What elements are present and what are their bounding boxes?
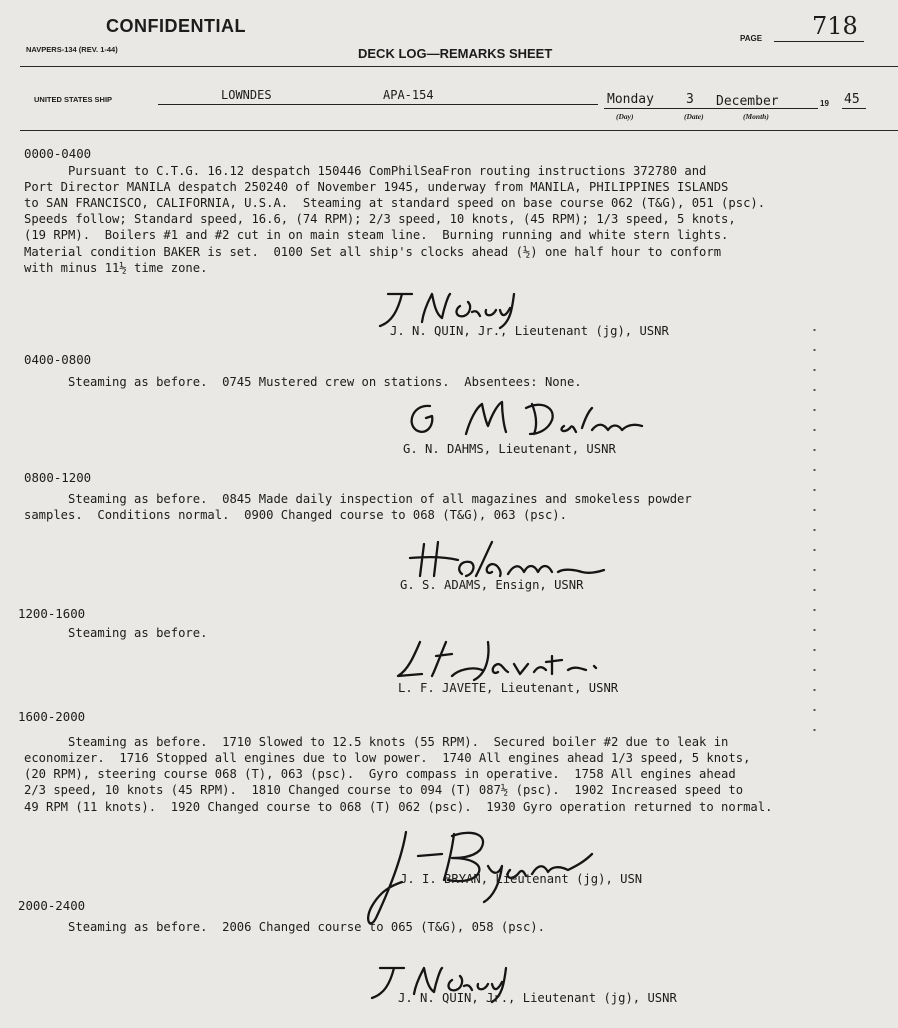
page-number: 718 [812,12,858,40]
watch-period: 1600-2000 [18,709,86,724]
ship-name: LOWNDES [221,88,272,102]
log-line: 2/3 speed, 10 knots (45 RPM). 1810 Changed course to 094 (T) 087½ (psc). 1902 Increased speed to [24,783,744,797]
date-line [604,108,818,109]
year-line [842,108,866,109]
classification-label: CONFIDENTIAL [106,16,246,36]
header-rule-bottom [20,130,898,131]
log-line: Steaming as before. 2006 Changed course to 065 (T&G), 058 (psc). [24,920,545,934]
log-line: to SAN FRANCISCO, CALIFORNIA, U.S.A. Steaming at standard speed on base course 062 (T&G), 051 (psc). [24,196,766,210]
year-suffix: 45 [844,92,860,107]
handwritten-signature [404,536,614,584]
log-line: Steaming as before. 1710 Slowed to 12.5 knots (55 RPM). Secured boiler #2 due to leak in [24,735,729,749]
signature-name: J. N. QUIN, Jr., Lieutenant (jg), USNR [390,324,669,338]
handwritten-signature [392,396,662,442]
ship-line [158,104,598,105]
year-prefix: 19 [820,99,829,108]
log-line: with minus 11½ time zone. [24,261,208,275]
margin-dots [813,320,816,740]
watch-period: 1200-1600 [18,606,86,621]
watch-period: 0000-0400 [24,146,92,161]
log-month: December [716,94,779,109]
log-line: Steaming as before. 0845 Made daily inspection of all magazines and smokeless powder [24,492,692,506]
log-line: 49 RPM (11 knots). 1920 Changed course to 068 (T) 062 (psc). 1930 Gyro operation returned to normal. [24,800,773,814]
watch-period: 2000-2400 [18,898,86,913]
log-line: (20 RPM), steering course 068 (T), 063 (psc). Gyro compass in operative. 1758 All engines ahead [24,767,736,781]
log-day: Monday [607,92,654,107]
log-line: Port Director MANILA despatch 250240 of November 1945, underway from MANILA, PHILIPPINES ISLANDS [24,180,729,194]
log-line: Speeds follow; Standard speed, 16.6, (74 RPM); 2/3 speed, 10 knots, (45 RPM); 1/3 speed, 5 knots, [24,212,736,226]
signature-name: L. F. JAVETE, Lieutenant, USNR [398,681,619,695]
day-caption: (Day) [616,112,634,121]
page-number-line [774,41,864,42]
watch-period: 0400-0800 [24,352,92,367]
signature-name: J. I. BRYAN, Lieutenant (jg), USN [400,872,643,886]
page-label: PAGE [740,34,763,43]
log-line: samples. Conditions normal. 0900 Changed course to 068 (T&G), 063 (psc). [24,508,567,522]
handwritten-signature [392,636,612,684]
log-line: Steaming as before. 0745 Mustered crew on stations. Absentees: None. [24,375,582,389]
month-caption: (Month) [743,112,769,121]
form-number: NAVPERS-134 (REV. 1-44) [26,45,118,54]
log-line: Material condition BAKER is set. 0100 Set all ship's clocks ahead (½) one half hour to conform [24,245,722,259]
log-date: 3 [686,92,694,107]
log-line: (19 RPM). Boilers #1 and #2 cut in on main steam line. Burning running and white stern lights. [24,228,729,242]
date-caption: (Date) [684,112,704,121]
log-line: Steaming as before. [24,626,208,640]
log-line: Pursuant to C.T.G. 16.12 despatch 150446 ComPhilSeaFron routing instructions 372780 and [24,164,707,178]
signature-name: G. N. DAHMS, Lieutenant, USNR [403,442,616,456]
log-line: economizer. 1716 Stopped all engines due to low power. 1740 All engines ahead 1/3 speed, 5 knots, [24,751,751,765]
ship-label: UNITED STATES SHIP [34,95,113,104]
page-title: DECK LOG—REMARKS SHEET [358,46,553,61]
header-rule-top [20,66,898,67]
signature-name: J. N. QUIN, Jr., Lieutenant (jg), USNR [398,991,677,1005]
signature-name: G. S. ADAMS, Ensign, USNR [400,578,584,592]
ship-hull-number: APA-154 [383,88,434,102]
watch-period: 0800-1200 [24,470,92,485]
